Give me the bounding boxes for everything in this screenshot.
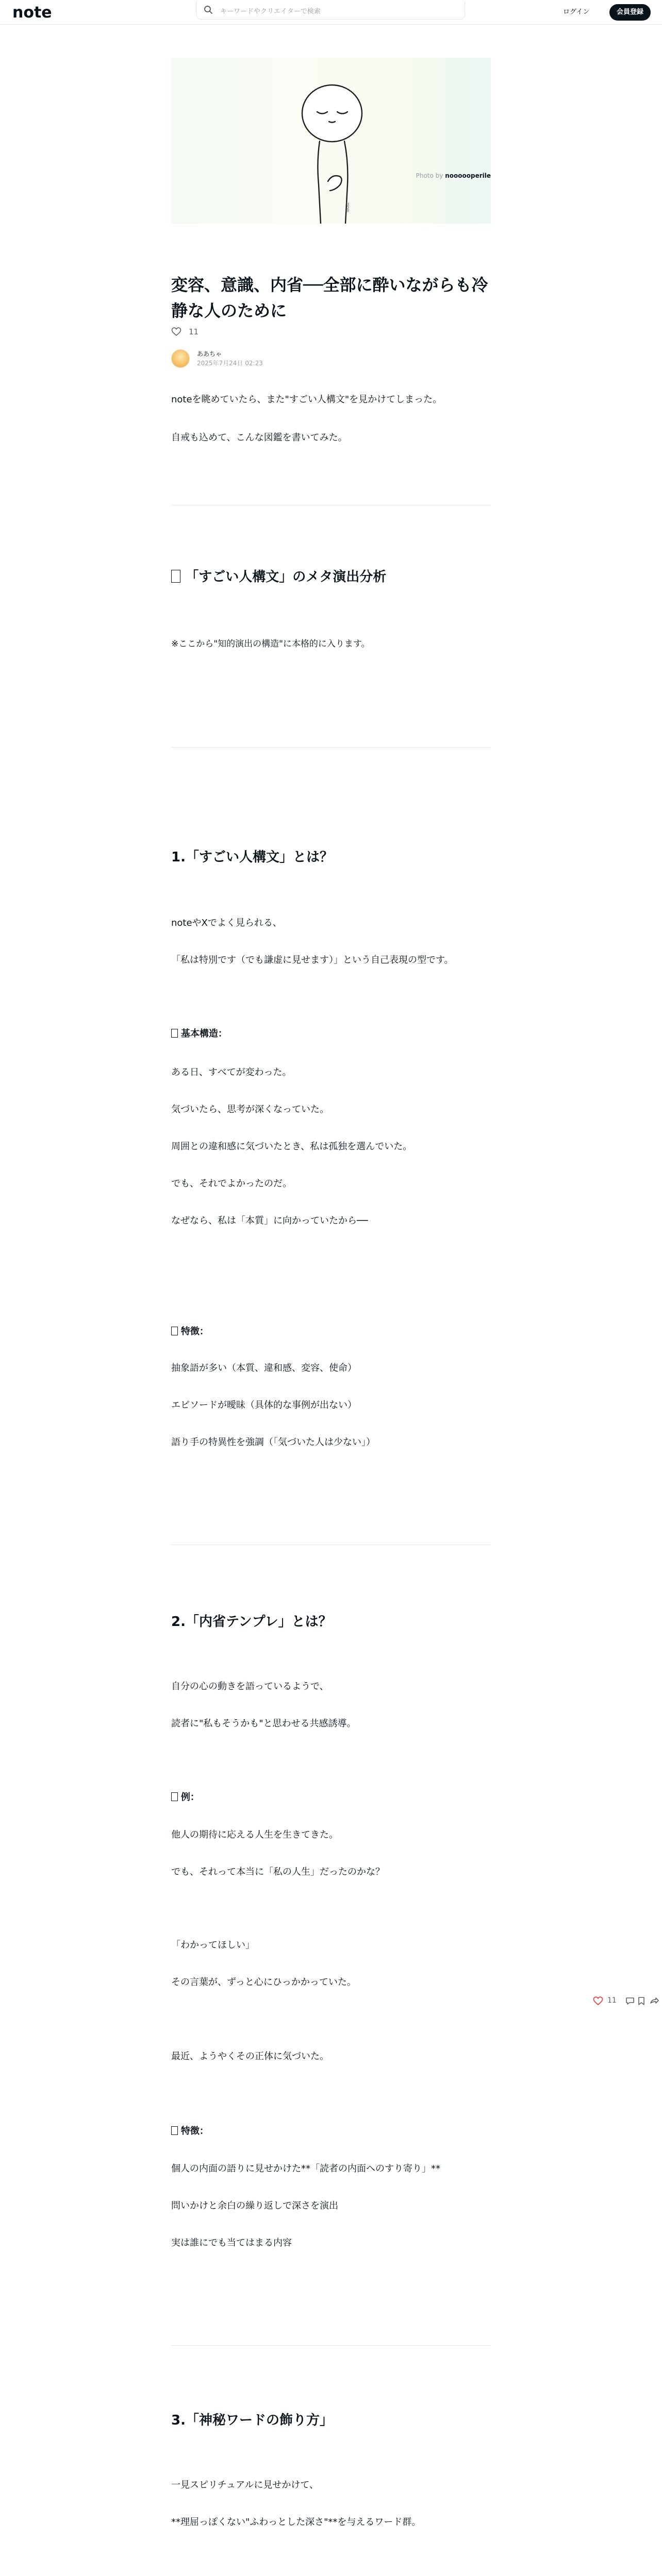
body-line: 気づいたら、思考が深くなっていた。 (171, 1104, 329, 1115)
section-heading: 1.「すごい人構文」とは？ (171, 850, 333, 865)
body-line: 周囲との違和感に気づいたとき、私は孤独を選んでいた。 (171, 1141, 412, 1152)
section-lead: ※ここから"知的演出の構造"に本格的に入ります。 (171, 639, 370, 649)
subheading (171, 1026, 491, 1042)
intro-paragraph: 自戒も込めて、こんな図鑑を書いてみた。 (171, 432, 347, 443)
body-paragraph: 「私は特別です（でも謙虚に見せます）」という自己表現の型です。 (171, 955, 454, 965)
emoji-placeholder-icon (171, 570, 180, 583)
share-icon[interactable] (649, 1996, 659, 2006)
feature-line: 実は誰にでも当てはまる内容 (171, 2238, 292, 2248)
subheading-text: 特徴： (180, 1326, 209, 1337)
section-heading (171, 567, 491, 587)
photo-credit (171, 172, 491, 179)
feature-line: 抽象語が多い（本質、違和感、変容、使命） (171, 1363, 357, 1374)
example-line: 最近、ようやくその正体に気づいた。 (171, 2051, 329, 2062)
feature-line: エピソードが曖昧（具体的な事例が出ない） (171, 1400, 357, 1411)
like-heart-icon[interactable] (171, 327, 181, 337)
example-line: その言葉が、ずっと心にひっかかっていた。 (171, 1977, 356, 1988)
section-heading: 3.「神秘ワードの飾り方」 (171, 2413, 333, 2428)
floating-like-heart-icon[interactable] (593, 1996, 603, 2006)
example-line: 「わかってほしい」 (171, 1940, 255, 1951)
emoji-placeholder-icon (171, 2126, 178, 2135)
site-header (0, 0, 662, 25)
publish-date: 2025年7月24日 02:23 (197, 360, 263, 367)
subheading-text: 特徴： (180, 2126, 209, 2137)
signup-button[interactable]: 会員登録 (609, 4, 651, 21)
body-paragraph: 読者に"私もそうかも"と思わせる共感誘導。 (171, 1718, 356, 1729)
body-paragraph: 自分の心の動きを語っているようで、 (171, 1681, 329, 1692)
floating-action-bar (593, 1993, 662, 2010)
subheading-text: 例： (180, 1792, 200, 1803)
search-box[interactable] (196, 1, 465, 20)
example-line: でも、それって本当に「私の人生」だったのかな？ (171, 1867, 385, 1877)
emoji-placeholder-icon (171, 1327, 178, 1335)
subheading-text: 基本構造： (180, 1028, 227, 1039)
body-paragraph: noteやXでよく見られる、 (171, 918, 282, 928)
body-paragraph: **理屈っぽくない"ふわっとした深さ"**を与えるワード群。 (171, 2517, 421, 2528)
login-button[interactable]: ログイン (563, 8, 590, 16)
section-heading-text: 「すごい人構文」のメタ演出分析 (185, 569, 387, 585)
floating-like-count[interactable]: 11 (607, 1996, 617, 2005)
search-icon (204, 5, 213, 14)
subheading (171, 1790, 491, 1805)
illustration-signature: illust (345, 202, 350, 212)
note-logo[interactable] (12, 2, 69, 23)
section-divider (171, 747, 491, 748)
intro-paragraph: noteを眺めていたら、また"すごい人構文"を見かけてしまった。 (171, 394, 442, 405)
search-placeholder: キーワードやクリエイターで検索 (220, 8, 321, 15)
section-heading: 2.「内省テンプレ」とは？ (171, 1614, 332, 1630)
subheading (171, 2124, 491, 2139)
body-line: ある日、すべてが変わった。 (171, 1067, 292, 1078)
body-paragraph: 一見スピリチュアルに見せかけて、 (171, 2480, 319, 2490)
logo-text: note (12, 4, 52, 22)
comment-icon[interactable] (625, 1996, 635, 2006)
bookmark-icon[interactable] (636, 1996, 647, 2006)
like-count[interactable]: 11 (189, 327, 199, 336)
feature-line: 語り手の特異性を強調（「気づいた人は少ない」） (171, 1437, 375, 1448)
section-divider (171, 2345, 491, 2346)
author-name[interactable]: ああちゃ (197, 350, 222, 358)
emoji-placeholder-icon (171, 1792, 178, 1801)
author-avatar[interactable] (171, 349, 190, 368)
meditating-figure-illustration (171, 58, 491, 224)
feature-line: 個人の内面の語りに見せかけた**「読者の内面へのすり寄り」** (171, 2163, 440, 2174)
photo-credit-prefix: Photo by (416, 172, 443, 179)
subheading (171, 1324, 491, 1340)
author-block[interactable] (171, 348, 326, 369)
emoji-placeholder-icon (171, 1029, 178, 1038)
body-line: でも、それでよかったのだ。 (171, 1178, 292, 1189)
example-line: 他人の期待に応える人生を生きてきた。 (171, 1829, 338, 1840)
article-title: 変容、意識、内省──全部に酔いながらも冷静な人のために (171, 275, 488, 320)
body-line: なぜなら、私は「本質」に向かっていたから── (171, 1215, 368, 1226)
photo-credit-name[interactable]: noooooperile (445, 172, 491, 179)
hero-image (171, 58, 491, 224)
feature-line: 問いかけと余白の繰り返しで深さを演出 (171, 2200, 338, 2211)
